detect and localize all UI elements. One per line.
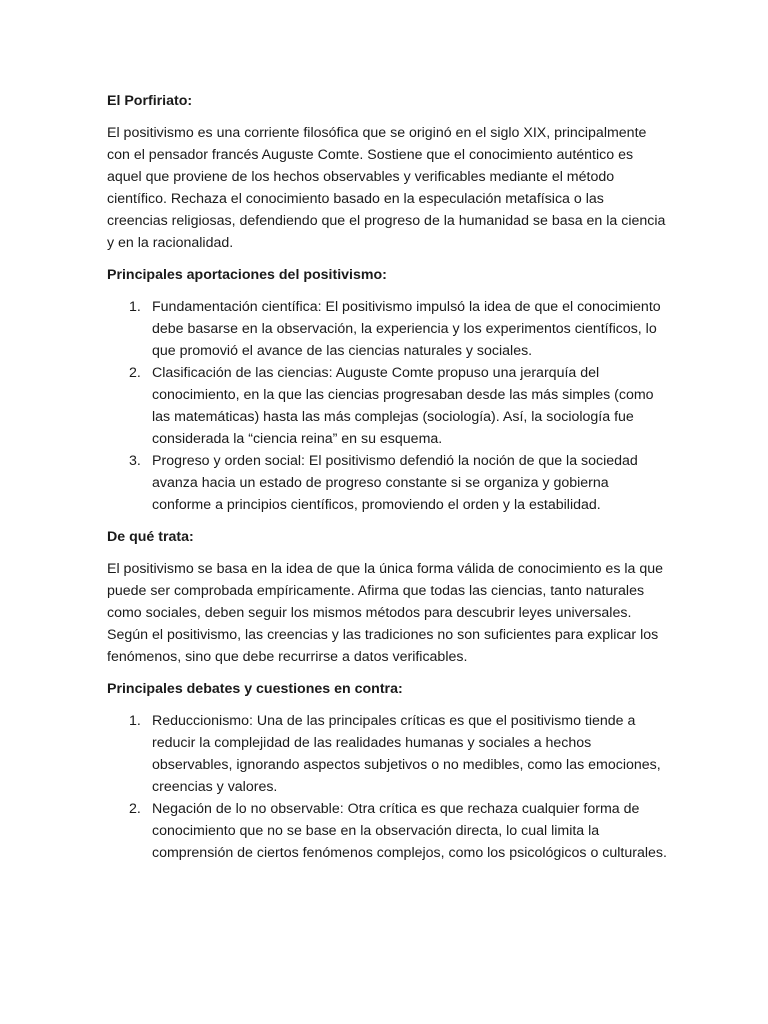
intro-paragraph: El positivismo es una corriente filosófica que se originó en el siglo XIX, principalmente con el pensador francés Auguste Comte. Sostiene que el conocimiento auténtico es aquel que proviene de los hechos observables y verificables mediante el método científico. Rechaza el conocimiento basado en la especulación metafísica o las creencias religiosas, defendiendo que el progreso de la humanidad se basa en la ciencia y en la racionalidad. (107, 125, 666, 251)
section-heading-debates: Principales debates y cuestiones en contra: (107, 681, 403, 697)
list-item (107, 450, 667, 516)
document-title: El Porfiriato: (107, 93, 193, 109)
list-item (107, 362, 667, 450)
list-item-number: 2. (129, 365, 141, 381)
section-heading-aportaciones: Principales aportaciones del positivismo: (107, 267, 387, 283)
list-item-text: Reduccionismo: Una de las principales críticas es que el positivismo tiende a reducir la complejidad de las realidades humanas y sociales a hechos observables, ignorando aspectos subjetivos o no medibles, como las emociones, creencias y valores. (152, 713, 661, 795)
list-item-number: 1. (129, 299, 141, 315)
list-item-text: Fundamentación científica: El positivismo impulsó la idea de que el conocimiento debe basarse en la observación, la experiencia y los experimentos científicos, lo que promovió el avance de las ciencias naturales y sociales. (152, 299, 661, 359)
list-item (107, 710, 667, 798)
list-item-text: Progreso y orden social: El positivismo defendió la noción de que la sociedad avanza hacia un estado de progreso constante si se organiza y gobierna conforme a principios científicos, promoviendo el orden y la estabilidad. (152, 453, 638, 513)
de-que-trata-paragraph: El positivismo se basa en la idea de que la única forma válida de conocimiento es la que puede ser comprobada empíricamente. Afirma que todas las ciencias, tanto naturales como sociales, deben seguir los mismos métodos para descubrir leyes universales. Según el positivismo, las creencias y las tradiciones no son suficientes para explicar los fenómenos, sino que debe recurrirse a datos verificables. (107, 561, 664, 665)
document-page (107, 90, 667, 874)
debates-list (107, 710, 667, 864)
list-item-number: 1. (129, 713, 141, 729)
list-item-text: Clasificación de las ciencias: Auguste Comte propuso una jerarquía del conocimiento, en la que las ciencias progresaban desde las más simples (como las matemáticas) hasta las más complejas (sociología). Así, la sociología fue considerada la “ciencia reina” en su esquema. (152, 365, 654, 447)
list-item (107, 798, 667, 864)
aportaciones-list (107, 296, 667, 516)
list-item-text: Negación de lo no observable: Otra crítica es que rechaza cualquier forma de conocimiento que no se base en la observación directa, lo cual limita la comprensión de ciertos fenómenos complejos, como los psicológicos o culturales. (152, 801, 667, 861)
list-item (107, 296, 667, 362)
list-item-number: 3. (129, 453, 141, 469)
list-item-number: 2. (129, 801, 141, 817)
section-heading-de-que-trata: De qué trata: (107, 529, 194, 545)
